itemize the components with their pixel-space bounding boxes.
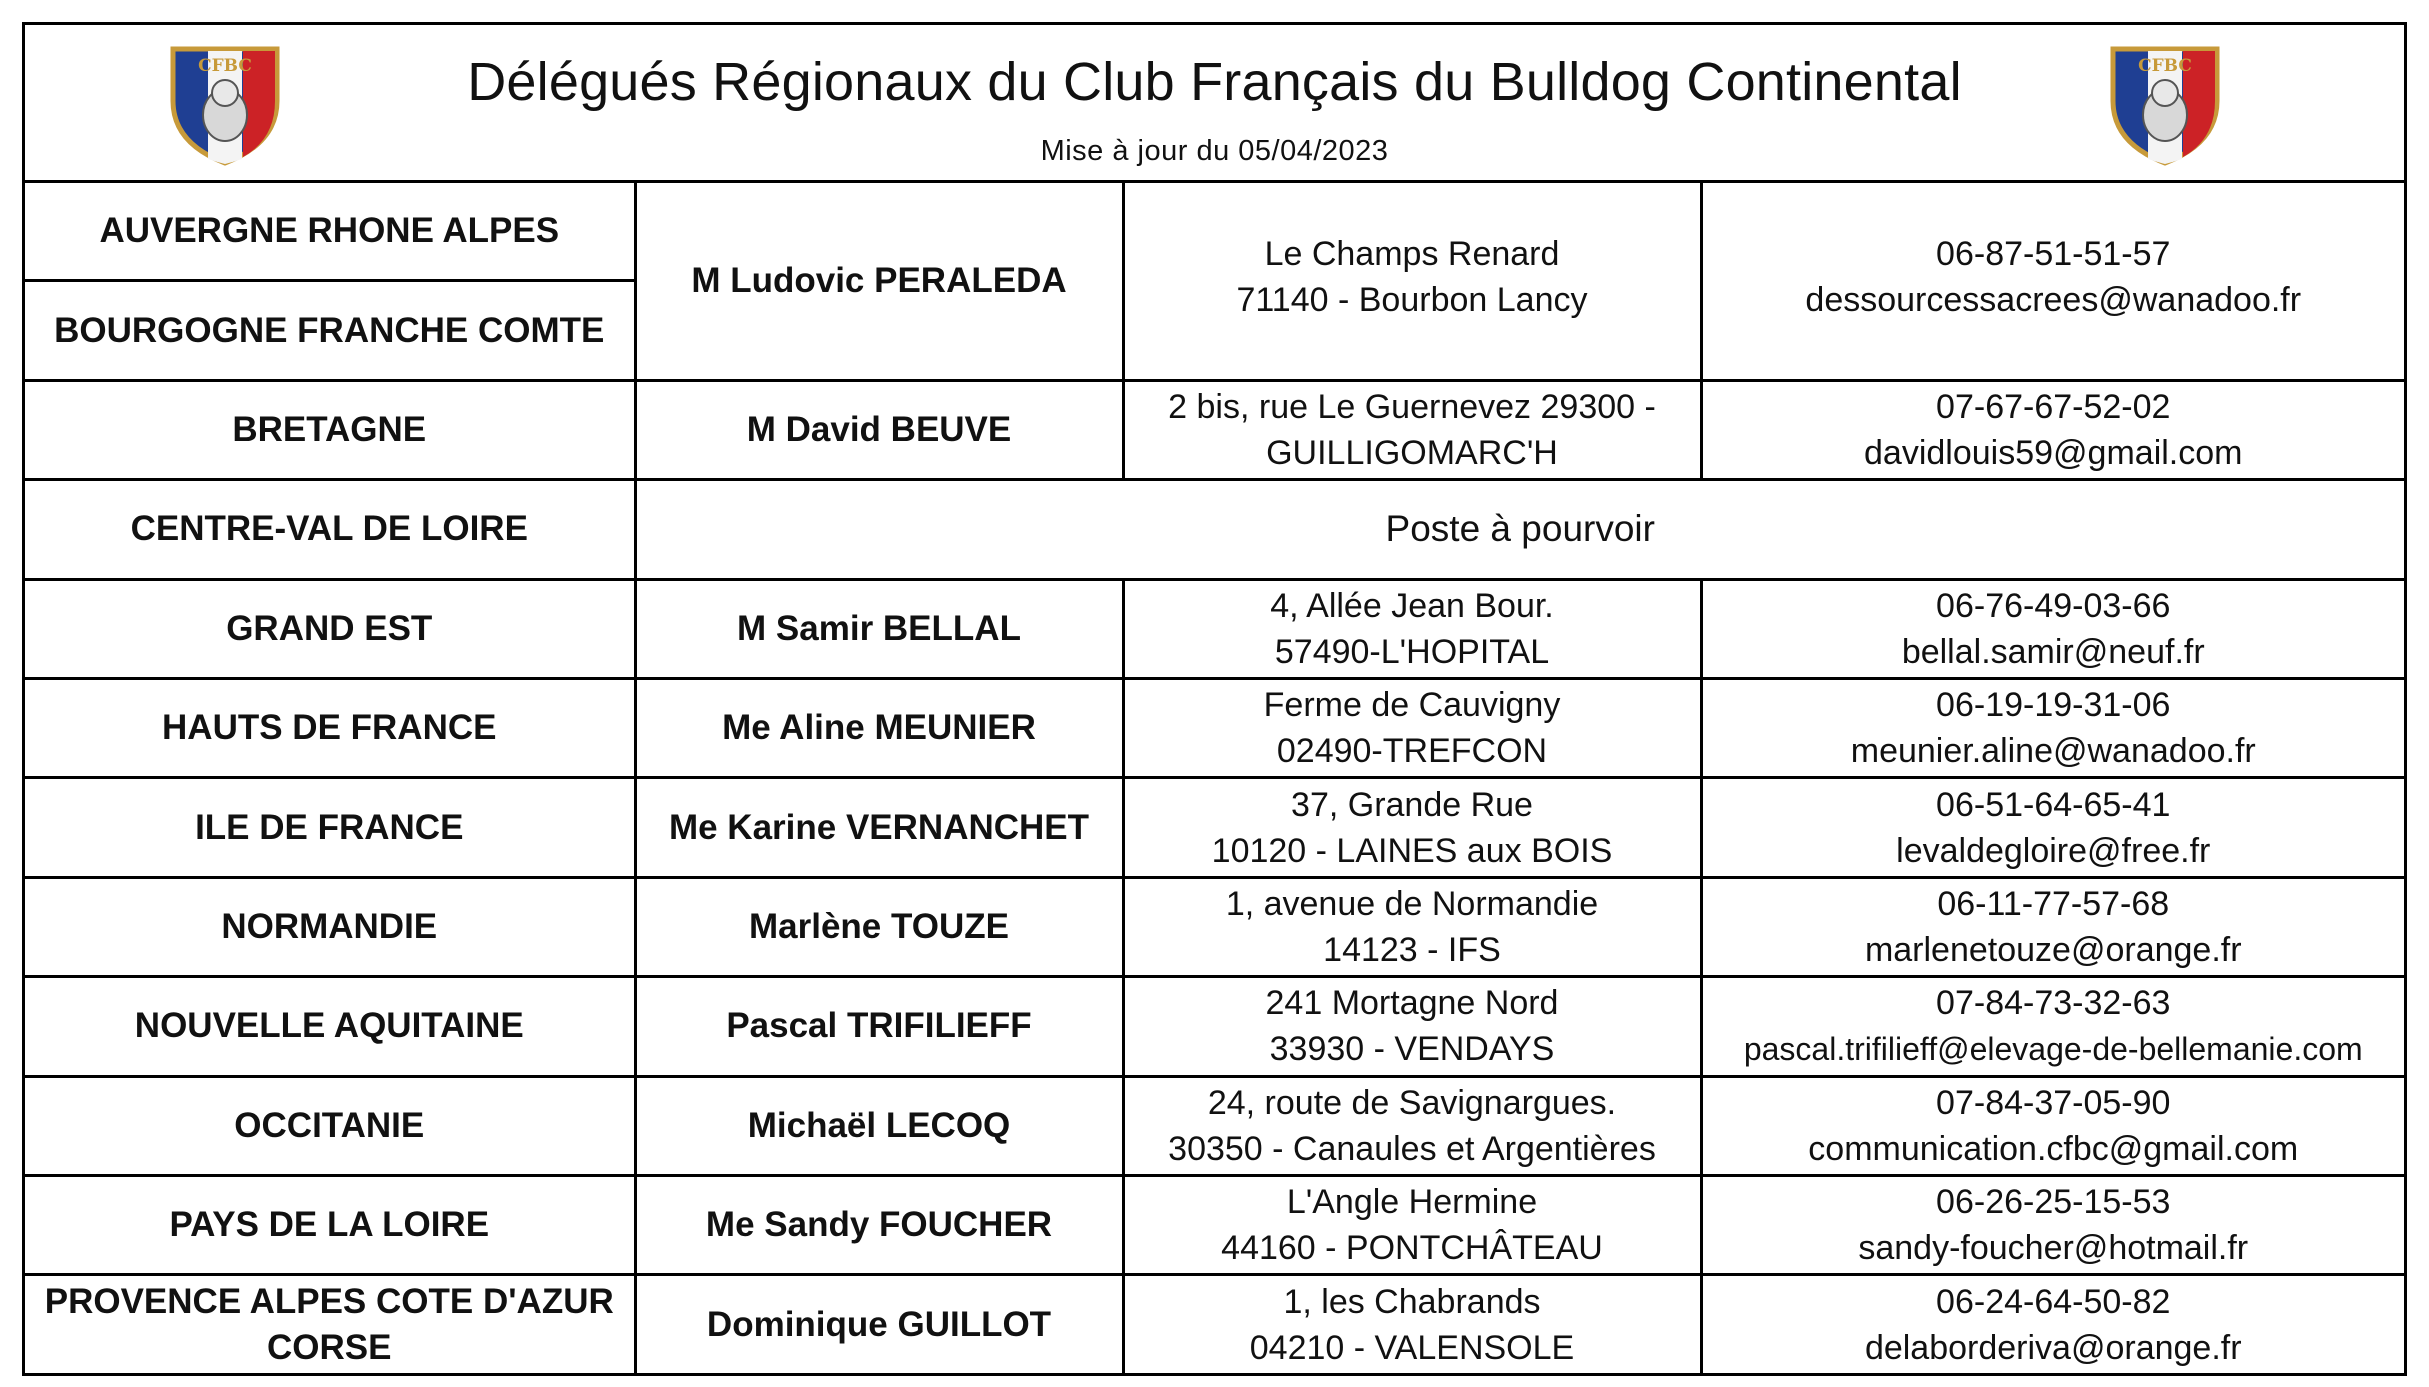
delegate-name: Me Karine VERNANCHET (635, 778, 1123, 877)
region-cell (25, 380, 635, 479)
region-cell (25, 1275, 635, 1374)
email-address: communication.cfbc@gmail.com (1808, 1129, 2299, 1168)
table-row (25, 1275, 2404, 1374)
contact-cell (1701, 977, 2404, 1076)
contact-cell (1701, 380, 2404, 479)
svg-text:CFBC: CFBC (198, 56, 252, 76)
address-line: 57490-L'HOPITAL (1274, 632, 1550, 671)
address-line: 2 bis, rue Le Guernevez 29300 - (1168, 387, 1656, 426)
delegate-name: Pascal TRIFILIEFF (635, 977, 1123, 1076)
contact-cell (1701, 182, 2404, 381)
region-cell (25, 1076, 635, 1175)
region-line: CENTRE-VAL DE LOIRE (130, 509, 528, 549)
address-line: Le Champs Renard (1264, 235, 1560, 273)
region-cell (25, 579, 635, 678)
contact-cell (1701, 877, 2404, 976)
address-line: Ferme de Cauvigny (1263, 686, 1561, 725)
email-address: dessourcessacrees@wanadoo.fr (1805, 281, 2302, 319)
region-cell: BOURGOGNE FRANCHE COMTE (25, 281, 635, 380)
address-line: 04210 - VALENSOLE (1249, 1329, 1575, 1368)
region-cell: AUVERGNE RHONE ALPES (25, 182, 635, 281)
address-cell (1123, 182, 1701, 381)
address-cell (1123, 778, 1701, 877)
phone-number: 06-26-25-15-53 (1936, 1183, 2171, 1222)
address-cell (1123, 977, 1701, 1076)
contact-cell (1701, 1275, 2404, 1374)
address-cell (1123, 579, 1701, 678)
email-address: marlenetouze@orange.fr (1864, 930, 2242, 969)
address-line: 71140 - Bourbon Lancy (1236, 281, 1588, 319)
address-cell (1123, 877, 1701, 976)
region-cell (25, 1175, 635, 1274)
address-cell (1123, 380, 1701, 479)
contact-cell (1701, 579, 2404, 678)
address-line: 1, avenue de Normandie (1225, 884, 1599, 923)
delegate-name: Dominique GUILLOT (635, 1275, 1123, 1374)
table-row (25, 579, 2404, 678)
phone-number: 07-67-67-52-02 (1936, 387, 2171, 426)
address-line: 33930 - VENDAYS (1269, 1030, 1555, 1069)
page-title: Délégués Régionaux du Club Français du Bulldog Continental (467, 52, 1962, 112)
address-line: 10120 - LAINES aux BOIS (1211, 831, 1613, 870)
region-cell (25, 678, 635, 777)
delegate-name: Me Sandy FOUCHER (635, 1175, 1123, 1274)
address-line: L'Angle Hermine (1286, 1183, 1538, 1222)
address-line: 37, Grande Rue (1291, 785, 1533, 824)
region-line: PROVENCE ALPES COTE D'AZUR (44, 1282, 614, 1322)
update-date: Mise à jour du 05/04/2023 (1040, 135, 1389, 167)
table-row (25, 1175, 2404, 1274)
address-line: 241 Mortagne Nord (1265, 984, 1559, 1023)
region-line: NORMANDIE (221, 906, 438, 946)
email-address: delaborderiva@orange.fr (1864, 1329, 2242, 1368)
address-line: 02490-TREFCON (1276, 732, 1548, 771)
region-line: OCCITANIE (234, 1105, 425, 1145)
address-line: 24, route de Savignargues. (1207, 1083, 1617, 1122)
address-cell (1123, 1275, 1701, 1374)
table-row (25, 877, 2404, 976)
table-row (25, 778, 2404, 877)
contact-cell (1701, 1175, 2404, 1274)
region-cell (25, 480, 635, 579)
table-row (25, 1076, 2404, 1175)
address-cell (1123, 678, 1701, 777)
region-line: BRETAGNE (232, 409, 427, 449)
address-line: 1, les Chabrands (1283, 1283, 1541, 1322)
phone-number: 06-76-49-03-66 (1936, 586, 2171, 625)
delegate-name: M David BEUVE (635, 380, 1123, 479)
table-row (25, 380, 2404, 479)
vacant-post: Poste à pourvoir (635, 480, 2404, 579)
email-address: pascal.trifilieff@elevage-de-bellemanie.com (1743, 1031, 2363, 1068)
table-row (25, 678, 2404, 777)
region-line: ILE DE FRANCE (195, 807, 464, 847)
sheet-header (25, 25, 2404, 180)
contact-cell (1701, 1076, 2404, 1175)
phone-number: 06-87-51-51-57 (1936, 235, 2171, 273)
table-row (25, 182, 2404, 281)
svg-text:CFBC: CFBC (2138, 56, 2192, 76)
phone-number: 07-84-37-05-90 (1936, 1083, 2171, 1122)
region-cell (25, 977, 635, 1076)
address-line: 44160 - PONTCHÂTEAU (1221, 1229, 1603, 1268)
delegates-sheet (22, 22, 2407, 1376)
contact-cell (1701, 778, 2404, 877)
address-line: GUILLIGOMARC'H (1266, 433, 1558, 472)
address-line: 4, Allée Jean Bour. (1270, 586, 1554, 625)
delegates-table (25, 180, 2404, 1374)
region-line: CORSE (267, 1328, 392, 1368)
region-line: HAUTS DE FRANCE (162, 708, 497, 748)
email-address: davidlouis59@gmail.com (1864, 433, 2243, 472)
delegates-table-body (25, 182, 2404, 1375)
delegate-name: M Ludovic PERALEDA (635, 182, 1123, 381)
address-cell (1123, 1076, 1701, 1175)
phone-number: 06-51-64-65-41 (1936, 785, 2171, 824)
address-line: 14123 - IFS (1323, 930, 1501, 969)
email-address: sandy-foucher@hotmail.fr (1858, 1229, 2249, 1268)
email-address: meunier.aline@wanadoo.fr (1850, 732, 2256, 771)
region-line: GRAND EST (226, 608, 433, 648)
region-line: PAYS DE LA LOIRE (169, 1205, 490, 1245)
email-address: levaldegloire@free.fr (1896, 831, 2211, 870)
delegate-name: Marlène TOUZE (635, 877, 1123, 976)
region-cell (25, 778, 635, 877)
phone-number: 06-24-64-50-82 (1936, 1283, 2171, 1322)
phone-number: 07-84-73-32-63 (1936, 984, 2171, 1023)
phone-number: 06-19-19-31-06 (1936, 686, 2171, 725)
region-cell (25, 877, 635, 976)
delegate-name: M Samir BELLAL (635, 579, 1123, 678)
contact-cell (1701, 678, 2404, 777)
phone-number: 06-11-77-57-68 (1937, 884, 2170, 923)
club-crest-logo-right (2105, 43, 2225, 167)
email-address: bellal.samir@neuf.fr (1901, 632, 2205, 671)
region-line: NOUVELLE AQUITAINE (134, 1006, 524, 1046)
address-cell (1123, 1175, 1701, 1274)
delegate-name: Michaël LECOQ (635, 1076, 1123, 1175)
table-row (25, 977, 2404, 1076)
table-row (25, 480, 2404, 579)
delegate-name: Me Aline MEUNIER (635, 678, 1123, 777)
address-line: 30350 - Canaules et Argentières (1168, 1129, 1656, 1168)
